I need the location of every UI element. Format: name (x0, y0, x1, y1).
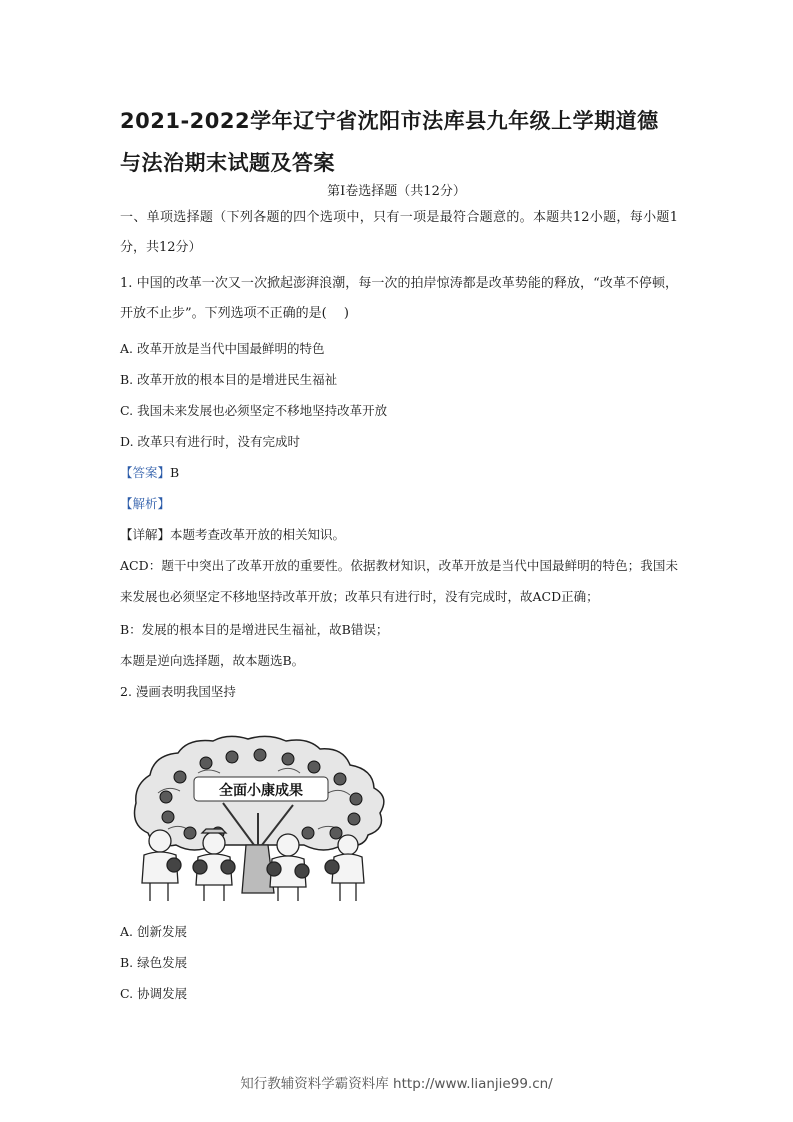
footer-watermark: 知行教辅资料学霸资料库 http://www.lianjie99.cn/ (240, 1076, 553, 1092)
q1-analysis-b: B：发展的根本目的是增进民生福祉，故B错误； (120, 622, 389, 637)
cartoon-illustration (128, 733, 390, 903)
section-header: 第Ⅰ卷选择题（共12分） (327, 184, 466, 199)
analysis-tag: 【解析】 (120, 496, 171, 511)
q1-analysis-body: ACD：题干中突出了改革开放的重要性。依据教材知识，改革开放是当代中国最鲜明的特色；我国未来发展也必须坚定不移地坚持改革开放；改革只有进行时，没有完成时，故ACD正确； (120, 558, 678, 604)
q1-option-a: A. 改革开放是当代中国最鲜明的特色 (120, 341, 325, 356)
detail-tag: 【详解】 (120, 527, 171, 542)
q2-option-c: C. 协调发展 (120, 986, 188, 1001)
answer-tag: 【答案】 (120, 465, 171, 480)
q1-option-b: B. 改革开放的根本目的是增进民生福祉 (120, 372, 338, 387)
cartoon-caption: 全面小康成果 (219, 783, 303, 799)
detail-text: 本题考查改革开放的相关知识。 (170, 527, 346, 542)
document-title: 2021-2022学年辽宁省沈阳市法库县九年级上学期道德与法治期末试题及答案 (120, 109, 659, 175)
instructions: 一、单项选择题（下列各题的四个选项中，只有一项是最符合题意的。本题共12小题，每小题1分，共12分） (120, 210, 678, 255)
q2-option-b: B. 绿色发展 (120, 955, 188, 970)
question-1-stem: 1. 中国的改革一次又一次掀起澎湃浪潮，每一次的拍岸惊涛都是改革势能的释放，“改革不停顿，开放不止步”。下列选项不正确的是( ) (120, 276, 678, 321)
question-2-stem: 2. 漫画表明我国坚持 (120, 684, 236, 699)
q1-conclusion: 本题是逆向选择题，故本题选B。 (120, 653, 305, 668)
answer-value: B (170, 465, 180, 480)
q1-detail (120, 525, 680, 543)
q1-option-d: D. 改革只有进行时，没有完成时 (120, 434, 301, 449)
q1-answer (120, 463, 680, 481)
q2-option-a: A. 创新发展 (120, 924, 187, 939)
q1-option-c: C. 我国未来发展也必须坚定不移地坚持改革开放 (120, 403, 388, 418)
